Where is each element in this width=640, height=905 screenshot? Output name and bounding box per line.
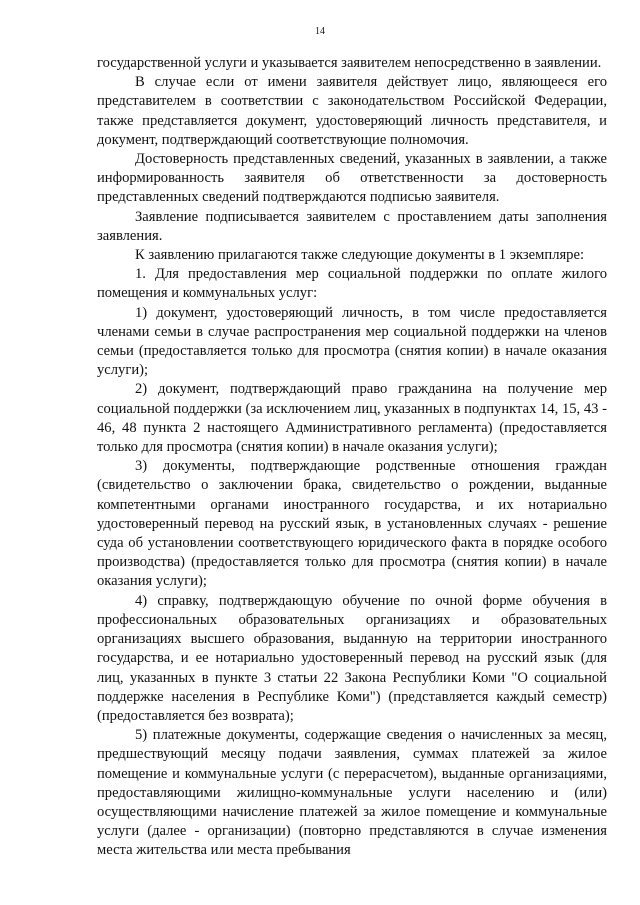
paragraph-reliability: Достоверность представленных сведений, указанных в заявлении, а также информированность заявителя об ответственности за достоверность представленных сведений подтверждаются подписью заявителя. [97,151,607,206]
paragraph-attachments-intro: К заявлению прилагаются также следующие документы в 1 экземпляре: [135,247,585,264]
list-item-1: 1) документ, удостоверяющий личность, в том числе предоставляется членами семьи в случае распространения мер социальной поддержки на членов семьи (предоставляется только для просмотра (снятия копии) в начале оказания услуги); [97,304,607,379]
list-item-2: 2) документ, подтверждающий право гражданина на получение мер социальной поддержки (за исключением лиц, указанных в подпунктах 14, 15, 43 - 46, 48 пункта 2 настоящего Административного регламента) (предоставляется только для просмотра (снятия копии) в начале оказания услуги); [97,381,607,456]
list-item-5: 5) платежные документы, содержащие сведения о начисленных за месяц, предшествующий месяцу подачи заявления, суммах платежей за жилое помещение и коммунальные услуги (с перерасчетом), выданные организациями, предоставляющими жилищно-коммунальные услуги населению и (или) осуществляющими начисление платежей за жилое помещение и коммунальные услуги (далее - организации) (повторно представляются в случае изменения места жительства или места пребывания [97,727,607,859]
page-number: 14 [315,26,325,37]
paragraph-section-1: 1. Для предоставления мер социальной поддержки по оплате жилого помещения и коммунальных услуг: [97,266,607,302]
list-item-4: 4) справку, подтверждающую обучение по очной форме обучения в профессиональных образовательных организациях и образовательных организациях высшего образования, выданную на территории иностранного государства, и ее нотариально удостоверенный перевод на русский язык (для лиц, указанных в пункте 3 статьи 22 Закона Республики Коми "О социальной поддержке населения в Республике Коми") (представляется каждый семестр) (предоставляется без возврата); [97,592,607,724]
paragraph-continuation: государственной услуги и указывается заявителем непосредственно в заявлении. [97,55,602,71]
paragraph-representative: В случае если от имени заявителя действует лицо, являющееся его представителем в соответствии с законодательством Российской Федерации, также представляется документ, удостоверяющий личность представителя, и документ, подтверждающий соответствующие полномочия. [97,74,607,148]
document-body [97,54,607,861]
list-item-3: 3) документы, подтверждающие родственные отношения граждан (свидетельство о заключении брака, свидетельство о рождении, выданные компетентными органами иностранного государства, и их нотариально удостоверенный перевод на русский язык, в установленных случаях - решение суда об установлении соответствующего юридического факта в порядке особого производства) (предоставляется только для просмотра (снятия копии) в начале оказания услуги); [97,458,607,590]
paragraph-signature: Заявление подписывается заявителем с проставлением даты заполнения заявления. [97,208,607,244]
